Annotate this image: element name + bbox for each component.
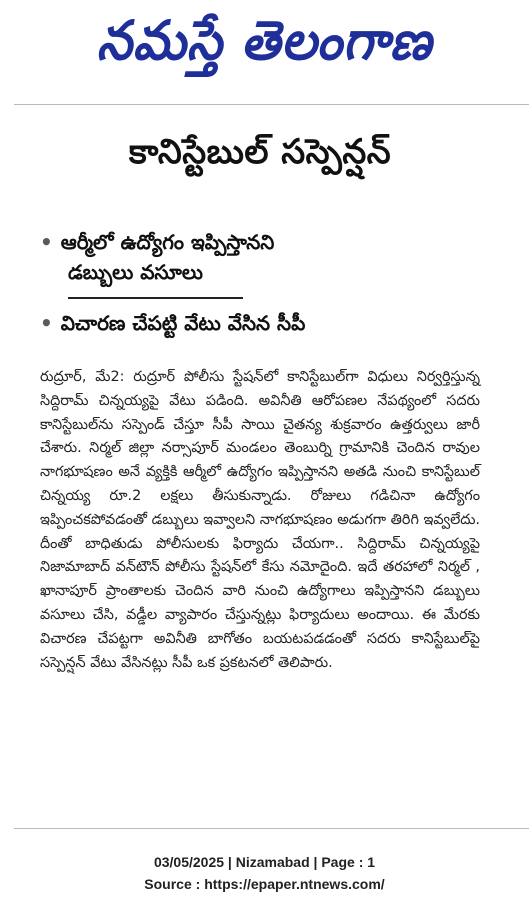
footer-source-link[interactable]: Source : https://epaper.ntnews.com/ (144, 876, 385, 892)
article-clipping (40, 114, 480, 806)
kicker-2-text: విచారణ చేపట్టి వేటు వేసిన సీపీ (60, 311, 306, 335)
article-body: రుద్రూర్, మే2: రుద్రూర్ పోలీసు స్టేషన్‌లో కానిస్టేబుల్‌గా విధులు నిర్వర్తిస్తున్న సిద్దిరామ్ చిన్నయ్యపై వేటు పడింది. అవినీతి ఆరోపణల నేపథ్యంలో సదరు కానిస్టేబుల్‌ను సస్పెండ్ చేస్తూ సీపీ సాయి చైతన్య శుక్రవారం ఉత్తర్వులు జారీ చేశారు. నిర్మల్ జిల్లా నర్సాపూర్ మండలం తెంబుర్ని గ్రామానికి చెందిన రావుల నాగభూషణం అనే వ్యక్తికి ఆర్మీలో ఉద్యోగం ఇప్పిస్తానని అతడి నుంచి కానిస్టేబుల్ చిన్నయ్య రూ.2 లక్షలు తీసుకున్నాడు. రోజులు గడిచినా ఉద్యోగం ఇప్పించకపోవడంతో డబ్బులు ఇవ్వాలని నాగభూషణం అడుగగా తిరిగి ఇవ్వలేదు. దీంతో బాధితుడు పోలీసులకు ఫిర్యాదు చేయగా.. సిద్దిరామ్ చిన్నయ్యపై నిజామాబాద్ వన్‌టౌన్ పోలీసు స్టేషన్‌లో కేసు నమోదైంది. ఇదే తరహాలో నిర్మల్ , ఖానాపూర్ ప్రాంతాలకు చెందిన వారి నుంచి ఉద్యోగాలు ఇప్పిస్తానని డబ్బులు వసూలు చేసి, వడ్డీల వ్యాపారం చేస్తున్నట్లు ఫిర్యాదులు అందాయి. ఈ మేరకు విచారణ చేపట్టగా అవినీతి బాగోతం బయటపడడంతో సదరు కానిస్టేబుల్‌పై సస్పెన్షన్ వేటు వేసినట్లు సీపీ ఒక ప్రకటనలో తెలిపారు. (40, 369, 480, 671)
kicker-underline (68, 297, 243, 299)
bullet-icon: • (40, 311, 53, 335)
kicker-1-line2: డబ్బులు వసూలు (68, 260, 203, 284)
bottom-divider (14, 828, 529, 829)
newspaper-logo: నమస్తే తెలంగాణ (96, 9, 433, 72)
kicker-1 (40, 230, 480, 259)
top-divider (14, 104, 529, 105)
kicker-1-line1: ఆర్మీలో ఉద్యోగం ఇప్పిస్తానని (60, 230, 275, 254)
article-headline: కానిస్టేబుల్ సస్పెన్షన్ (128, 132, 392, 172)
kicker-2 (40, 311, 480, 340)
masthead (0, 0, 529, 95)
footer-date-edition: 03/05/2025 | Nizamabad | Page : 1 (153, 854, 376, 870)
bullet-icon: • (40, 230, 53, 254)
